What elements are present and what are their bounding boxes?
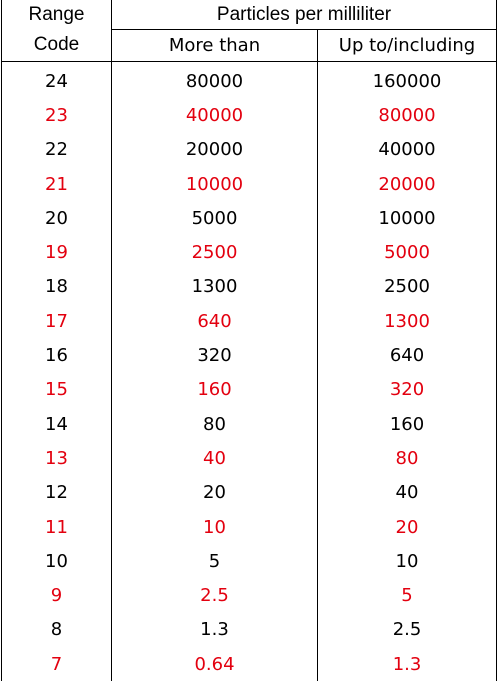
table-row xyxy=(2,510,497,544)
table-row xyxy=(2,647,497,681)
up-to-cell: 320 xyxy=(318,373,497,407)
up-to-cell: 2500 xyxy=(318,270,497,304)
up-to-cell: 10000 xyxy=(318,201,497,235)
table-row xyxy=(2,373,497,407)
range-code-cell: 9 xyxy=(2,578,112,612)
range-code-cell: 10 xyxy=(2,544,112,578)
range-code-cell: 16 xyxy=(2,338,112,372)
table-row xyxy=(2,201,497,235)
more-than-cell: 640 xyxy=(112,304,318,338)
range-code-cell: 13 xyxy=(2,441,112,475)
more-than-cell: 2500 xyxy=(112,235,318,269)
more-than-cell: 1.3 xyxy=(112,613,318,647)
up-to-cell: 80000 xyxy=(318,98,497,132)
table-row xyxy=(2,476,497,510)
up-to-cell: 640 xyxy=(318,338,497,372)
table-row xyxy=(2,98,497,132)
range-code-cell: 19 xyxy=(2,235,112,269)
table-header xyxy=(2,0,497,62)
range-code-table xyxy=(1,0,497,681)
range-code-cell: 14 xyxy=(2,407,112,441)
table-row xyxy=(2,235,497,269)
up-to-cell: 10 xyxy=(318,544,497,578)
range-code-cell: 22 xyxy=(2,133,112,167)
range-code-cell: 8 xyxy=(2,613,112,647)
table-row xyxy=(2,338,497,372)
table-row xyxy=(2,167,497,201)
table-row xyxy=(2,407,497,441)
table-row xyxy=(2,270,497,304)
up-to-including-header: Up to/including xyxy=(318,30,497,62)
more-than-cell: 10 xyxy=(112,510,318,544)
range-code-cell: 17 xyxy=(2,304,112,338)
table-row xyxy=(2,133,497,167)
range-code-cell: 12 xyxy=(2,476,112,510)
range-header-line1: Range xyxy=(2,0,112,30)
range-code-cell: 11 xyxy=(2,510,112,544)
up-to-cell: 20 xyxy=(318,510,497,544)
table-row xyxy=(2,304,497,338)
more-than-header: More than xyxy=(112,30,318,62)
range-code-cell: 20 xyxy=(2,201,112,235)
up-to-cell: 1300 xyxy=(318,304,497,338)
range-code-cell: 21 xyxy=(2,167,112,201)
more-than-cell: 1300 xyxy=(112,270,318,304)
up-to-cell: 1.3 xyxy=(318,647,497,681)
table-row xyxy=(2,613,497,647)
up-to-cell: 5000 xyxy=(318,235,497,269)
more-than-cell: 2.5 xyxy=(112,578,318,612)
up-to-cell: 5 xyxy=(318,578,497,612)
more-than-cell: 20 xyxy=(112,476,318,510)
particles-per-ml-header: Particles per milliliter xyxy=(112,0,497,30)
more-than-cell: 40 xyxy=(112,441,318,475)
code-header-line2: Code xyxy=(2,30,112,62)
up-to-cell: 20000 xyxy=(318,167,497,201)
more-than-cell: 0.64 xyxy=(112,647,318,681)
more-than-cell: 5000 xyxy=(112,201,318,235)
more-than-cell: 10000 xyxy=(112,167,318,201)
more-than-cell: 20000 xyxy=(112,133,318,167)
range-code-cell: 24 xyxy=(2,62,112,99)
up-to-cell: 40 xyxy=(318,476,497,510)
table-row xyxy=(2,441,497,475)
table-row xyxy=(2,544,497,578)
table-row xyxy=(2,62,497,99)
range-code-cell: 15 xyxy=(2,373,112,407)
range-code-cell: 23 xyxy=(2,98,112,132)
more-than-cell: 40000 xyxy=(112,98,318,132)
range-code-cell: 18 xyxy=(2,270,112,304)
more-than-cell: 80000 xyxy=(112,62,318,99)
more-than-cell: 160 xyxy=(112,373,318,407)
range-code-cell: 7 xyxy=(2,647,112,681)
more-than-cell: 320 xyxy=(112,338,318,372)
table-row xyxy=(2,578,497,612)
up-to-cell: 160000 xyxy=(318,62,497,99)
up-to-cell: 160 xyxy=(318,407,497,441)
up-to-cell: 80 xyxy=(318,441,497,475)
up-to-cell: 40000 xyxy=(318,133,497,167)
up-to-cell: 2.5 xyxy=(318,613,497,647)
more-than-cell: 5 xyxy=(112,544,318,578)
table-body xyxy=(2,62,497,681)
more-than-cell: 80 xyxy=(112,407,318,441)
